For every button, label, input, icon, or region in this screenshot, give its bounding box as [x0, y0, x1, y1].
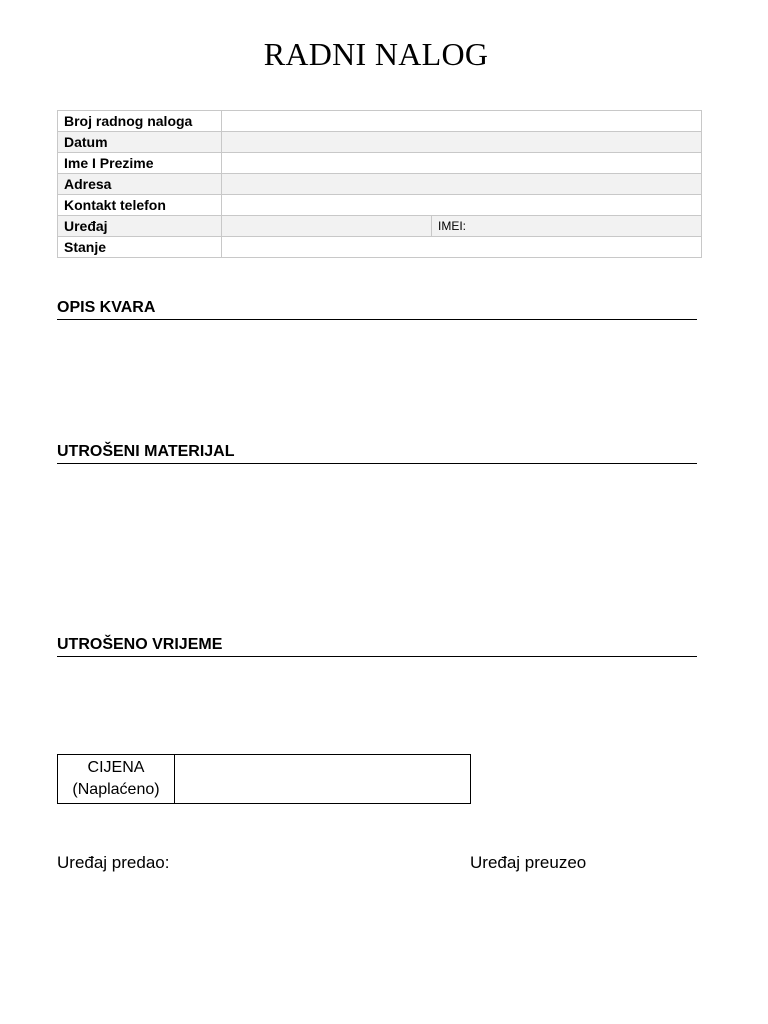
- signature-preuzeo: Uređaj preuzeo: [470, 853, 587, 872]
- table-row: [58, 237, 702, 258]
- imei-label: IMEI:: [438, 219, 467, 233]
- table-row: [58, 195, 702, 216]
- row-label-broj: Broj radnog naloga: [58, 111, 222, 132]
- price-label: [58, 755, 175, 804]
- row-label-ime: Ime I Prezime: [58, 153, 222, 174]
- broj-naloga-field[interactable]: [222, 111, 702, 132]
- section-heading-opis-kvara: OPIS KVARA: [57, 299, 697, 320]
- table-row: [58, 153, 702, 174]
- table-row: [58, 216, 702, 237]
- row-label-datum: Datum: [58, 132, 222, 153]
- signature-predao: Uređaj predao:: [57, 853, 170, 872]
- datum-field[interactable]: [222, 132, 702, 153]
- row-label-adresa: Adresa: [58, 174, 222, 195]
- adresa-field[interactable]: [222, 174, 702, 195]
- section-heading-utroseni-materijal: UTROŠENI MATERIJAL: [57, 443, 697, 464]
- table-row: [58, 755, 471, 804]
- table-row: [58, 174, 702, 195]
- table-row: [58, 132, 702, 153]
- kontakt-telefon-field[interactable]: [222, 195, 702, 216]
- row-label-uredaj: Uređaj: [58, 216, 222, 237]
- table-row: [58, 111, 702, 132]
- document-title: RADNI NALOG: [263, 36, 489, 72]
- row-label-stanje: Stanje: [58, 237, 222, 258]
- uredaj-field[interactable]: [222, 216, 432, 237]
- price-table: [57, 754, 471, 804]
- row-label-telefon: Kontakt telefon: [58, 195, 222, 216]
- price-value-field[interactable]: [175, 755, 471, 804]
- ime-prezime-field[interactable]: [222, 153, 702, 174]
- work-order-info-table: [57, 110, 702, 258]
- price-label-line1: CIJENA: [87, 759, 145, 776]
- section-heading-utroseno-vrijeme: UTROŠENO VRIJEME: [57, 636, 697, 657]
- stanje-field[interactable]: [222, 237, 702, 258]
- price-label-line2: (Naplaćeno): [72, 781, 160, 798]
- imei-field[interactable]: [432, 216, 702, 237]
